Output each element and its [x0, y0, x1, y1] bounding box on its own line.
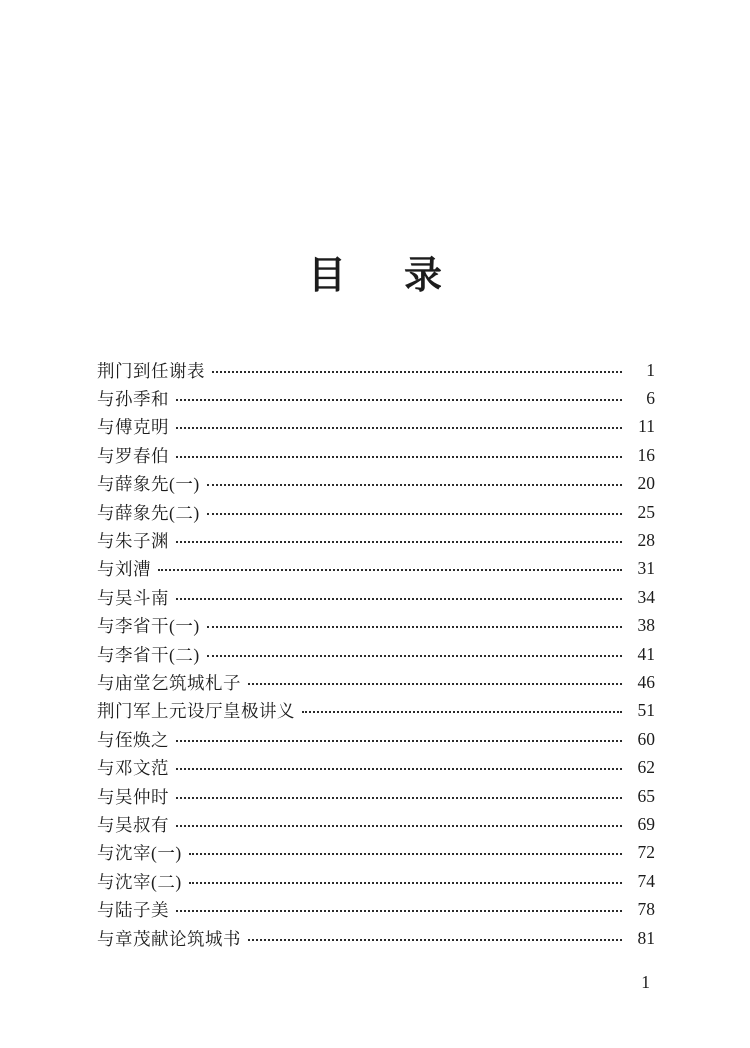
dot-leader [176, 541, 622, 543]
dot-leader [248, 683, 622, 685]
toc-entry [97, 612, 655, 640]
dot-leader [176, 399, 622, 401]
toc-entry-title: 荆门军上元设厅皇极讲义 [97, 701, 295, 722]
toc-entry-page: 20 [637, 473, 655, 494]
toc-entry-page: 46 [637, 671, 655, 692]
toc-entry-title: 与沈宰(二) [97, 871, 182, 892]
toc-entry-page: 28 [637, 530, 655, 551]
toc-entry [97, 441, 655, 469]
toc-entry-title: 与吴仲时 [97, 786, 169, 807]
toc-entry-page: 16 [637, 444, 655, 465]
dot-leader [176, 910, 622, 912]
toc-entry [97, 839, 655, 867]
toc-entry [97, 555, 655, 583]
toc-entry-title: 与李省干(二) [97, 644, 200, 665]
toc-entry-page: 41 [637, 643, 655, 664]
toc-entry-page: 74 [637, 870, 655, 891]
toc-entry-title: 与李省干(一) [97, 616, 200, 637]
toc-entry-title: 与薛象先(二) [97, 502, 200, 523]
toc-entry [97, 810, 655, 838]
toc-entry [97, 356, 655, 384]
toc-entry [97, 924, 655, 952]
toc-entry [97, 753, 655, 781]
toc-list [97, 356, 655, 952]
toc-entry-page: 81 [637, 927, 655, 948]
toc-entry-title: 与侄焕之 [97, 729, 169, 750]
toc-entry-title: 与章茂献论筑城书 [97, 928, 241, 949]
toc-entry [97, 725, 655, 753]
toc-entry-page: 62 [637, 757, 655, 778]
toc-entry-title: 与孙季和 [97, 389, 169, 410]
dot-leader [207, 655, 622, 657]
toc-entry-page: 60 [637, 728, 655, 749]
dot-leader [189, 882, 622, 884]
dot-leader [176, 427, 622, 429]
page-title-char-1: 目 [307, 255, 346, 297]
toc-entry-page: 38 [637, 615, 655, 636]
toc-entry [97, 498, 655, 526]
toc-entry-page: 31 [637, 558, 655, 579]
dot-leader [207, 626, 622, 628]
toc-entry-page: 1 [646, 359, 655, 380]
toc-entry-title: 与沈宰(一) [97, 843, 182, 864]
toc-entry-page: 72 [637, 842, 655, 863]
toc-entry-page: 25 [637, 501, 655, 522]
toc-entry-title: 与吴叔有 [97, 814, 169, 835]
toc-entry-title: 与傅克明 [97, 417, 169, 438]
toc-entry [97, 413, 655, 441]
page-title [0, 256, 750, 298]
toc-entry-page: 34 [637, 586, 655, 607]
dot-leader [248, 939, 622, 941]
dot-leader [189, 853, 622, 855]
toc-entry-title: 与陆子美 [97, 900, 169, 921]
dot-leader [176, 797, 622, 799]
toc-entry [97, 668, 655, 696]
toc-entry-page: 69 [637, 813, 655, 834]
toc-entry [97, 895, 655, 923]
toc-entry-page: 65 [637, 785, 655, 806]
toc-entry [97, 782, 655, 810]
toc-entry [97, 526, 655, 554]
toc-entry-title: 与庙堂乞筑城札子 [97, 672, 241, 693]
toc-entry-title: 与朱子渊 [97, 531, 169, 552]
toc-entry-title: 与邓文范 [97, 758, 169, 779]
toc-entry [97, 470, 655, 498]
dot-leader [176, 825, 622, 827]
toc-entry-title: 荆门到任谢表 [97, 360, 205, 381]
toc-entry-page: 6 [646, 388, 655, 409]
dot-leader [176, 768, 622, 770]
toc-entry [97, 384, 655, 412]
dot-leader [158, 569, 622, 571]
toc-entry-page: 78 [637, 899, 655, 920]
toc-entry [97, 640, 655, 668]
toc-entry-title: 与罗春伯 [97, 445, 169, 466]
toc-entry [97, 697, 655, 725]
dot-leader [212, 371, 622, 373]
toc-entry-title: 与刘漕 [97, 559, 151, 580]
toc-entry-title: 与吴斗南 [97, 587, 169, 608]
dot-leader [176, 456, 622, 458]
toc-entry-page: 11 [638, 416, 655, 437]
dot-leader [176, 740, 622, 742]
toc-entry-page: 51 [637, 700, 655, 721]
toc-entry-title: 与薛象先(一) [97, 474, 200, 495]
folio-page-number: 1 [641, 972, 650, 992]
toc-entry [97, 583, 655, 611]
dot-leader [207, 513, 622, 515]
toc-entry [97, 867, 655, 895]
dot-leader [207, 484, 622, 486]
dot-leader [176, 598, 622, 600]
page-title-char-2: 录 [404, 255, 443, 297]
dot-leader [302, 711, 622, 713]
